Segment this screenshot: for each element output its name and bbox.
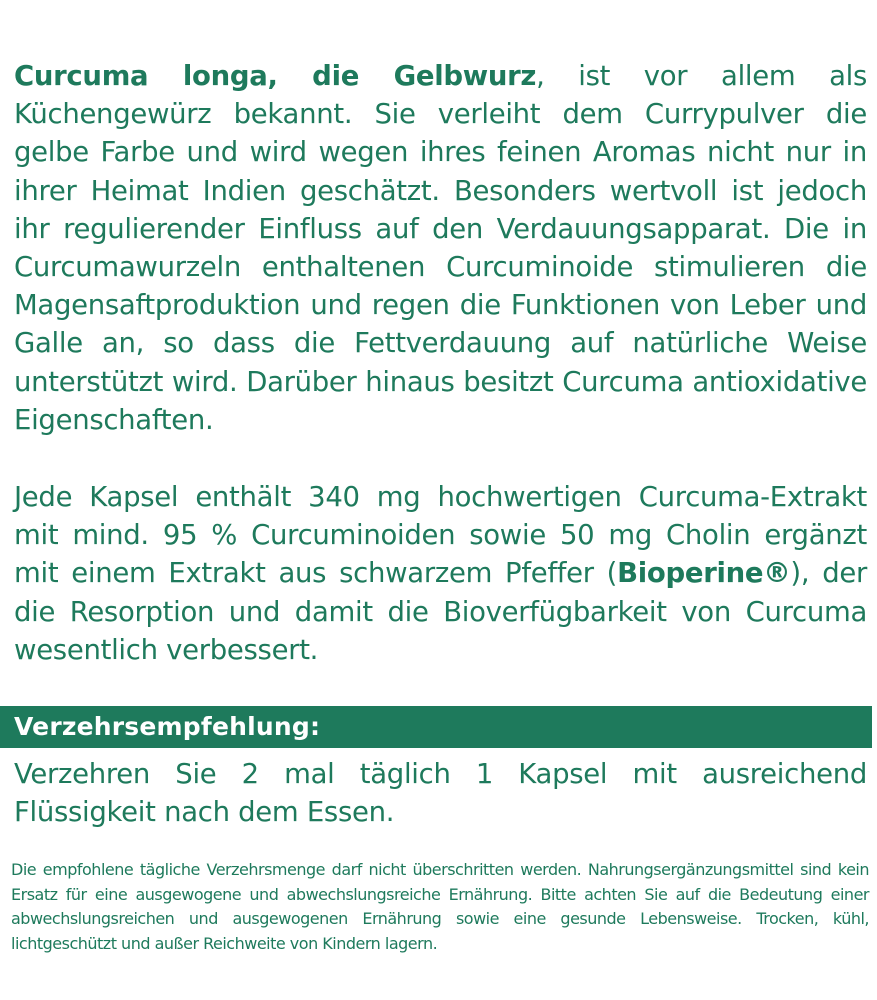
usage-heading: Verzehrsempfehlung: <box>14 712 321 741</box>
usage-paragraph: Verzehren Sie 2 mal täglich 1 Kapsel mit ausreichend Flüssigkeit nach dem Essen. <box>14 758 867 829</box>
content-paragraph <box>14 478 867 669</box>
product-name-bold: Curcuma longa, die Gelbwurz <box>14 60 537 92</box>
brand-name-bold: Bioperine® <box>617 557 791 590</box>
usage-heading-bar <box>0 706 872 748</box>
legal-notice: Die empfohlene tägliche Verzehrsmenge darf nicht überschritten werden. Nahrungsergänzungsmittel sind kein Ersatz für eine ausgewogene und abwechslungsreiche Ernährung. Bitte achten Sie auf die Bedeutung einer abwechslungsreichen und ausgewogenen Ernährung sowie eine gesunde Lebensweise. Trocken, kühl, lichtgeschützt und außer Reichweite von Kindern lagern. <box>11 860 869 953</box>
intro-text: , ist vor allem als Küchengewürz bekannt. Sie verleiht dem Currypulver die gelbe Farbe und wird wegen ihres feinen Aromas nicht nur in ihrer Heimat Indien geschätzt. Besonders wertvoll ist jedoch ihr regulierender Einfluss auf den Verdauungsapparat. Die in Curcumawurzeln enthaltenen Curcuminoide stimulieren die Magensaftproduktion und regen die Funktionen von Leber und Galle an, so dass die Fettverdauung auf natürliche Weise unterstützt wird. Darüber hinaus besitzt Curcuma antioxidative Eigenschaften. <box>14 60 867 436</box>
content-text-before: Jede Kapsel enthält 340 mg hochwertigen Curcuma-Extrakt mit mind. 95 % Curcuminoiden sowie 50 mg Cholin ergänzt mit einem Extrakt aus schwarzem Pfeffer ( <box>14 481 867 590</box>
intro-paragraph <box>14 57 867 439</box>
content-text-after: ), der die Resorption und damit die Bioverfügbarkeit von Curcuma wesentlich verbessert. <box>14 557 868 666</box>
